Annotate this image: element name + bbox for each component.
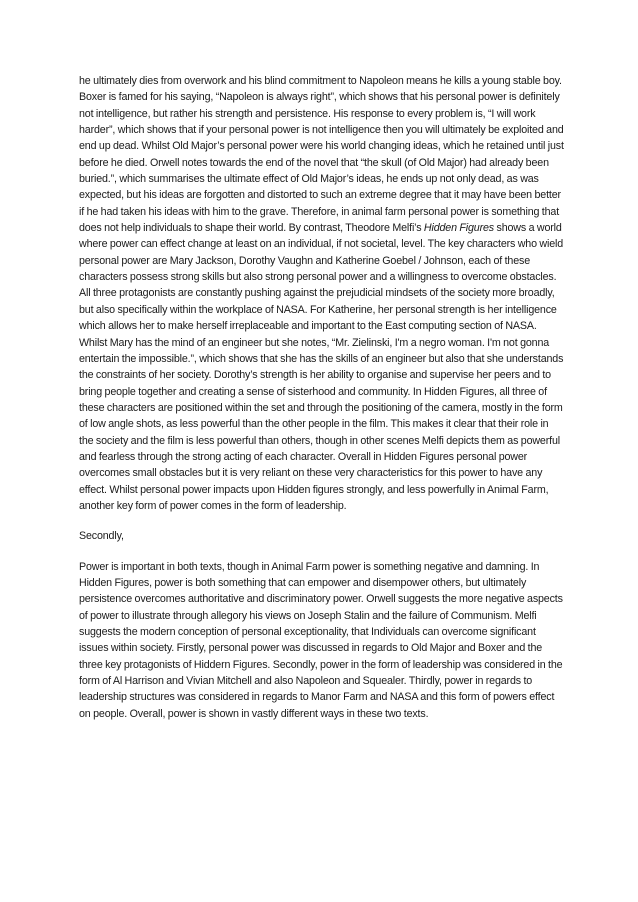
paragraph-conclusion: Power is important in both texts, though in Animal Farm power is something negative and damning. In Hidden Figures, power is both something that can empower and disempower others, but ultimately persistence overcomes authoritative and discriminatory power. Orwell suggests the more negative aspects of power to illustrate through allegory his views on Joseph Stalin and the failure of Communism. Melfi suggests the modern conception of personal exceptionality, that Individuals can overcome significant issues within society. Firstly, personal power was discussed in regards to Old Major and Boxer and the three key protagonists of Hiddern Figures. Secondly, power in the form of leadership was considered in the form of Al Harrison and Vivian Mitchell and also Napoleon and Squealer. Thirdly, power in regards to leadership structures was considered in regards to Manor Farm and NASA and this form of powers effect on people. Overall, power is shown in vastly different ways in these two texts. [79,560,563,720]
film-title-italic: Hidden Figures [423,222,494,235]
paragraph-text-continued: shows a world where power can effect change at least on an individual, if not societal, level. The key characters who wield personal power are Mary Jackson, Dorothy Vaughn and Katherine Goebel / Johnson, each of these characters possess strong skills but also strong personal power and a willingness to overcome obstacles. All three protagonists are constantly pushing against the prejudicial mindsets of the society more broadly, but also specifically within the workplace of NASA. For Katherine, her personal strength is her intelligence which allows her to make herself irreplaceable and important to the East computing section of NASA. Whilst Mary has the mind of an engineer but she notes, “Mr. Zielinski, I'm a negro woman. I'm not gonna entertain the impossible.”, which shows that she has the skills of an engineer but also that she understands the constraints of her society. Dorothy’s strength is her ability to organise and supervise her peers and to bring people together and creating a sense of sisterhood and community. In Hidden Figures, all three of these characters are positioned within the set and through the positioning of the camera, mostly in the form of low angle shots, as less powerful than the other people in the film. This makes it clear that their role in the society and the film is less powerful than others, though in other scenes Melfi depicts them as powerful and fearless through the strong acting of each character. Overall in Hidden Figures personal power overcomes small obstacles but it is very reliant on these very characteristics for this power to have any effect. Whilst personal power impacts upon Hidden figures strongly, and less powerfully in Animal Farm, another key form of power comes in the form of leadership. [79,222,564,512]
paragraph-secondly: Secondly, [79,530,124,543]
paragraph-personal-power [79,73,564,514]
essay-body [79,73,564,722]
paragraph-text: he ultimately dies from overwork and his blind commitment to Napoleon means he kills a young stable boy. Boxer is famed for his saying, “Napoleon is always right”, which shows that his personal power is definitely not intelligence, but rather his strength and persistence. His response to every problem is, “I will work harder”, which shows that if your personal power is not intelligence then you will ultimately be exploited and end up dead. Whilst Old Major’s personal power were his world changing ideas, which he retained until just before he died. Orwell notes towards the end of the novel that “the skull (of Old Major) had already been buried.”, which summarises the ultimate effect of Old Major’s ideas, he ends up not only dead, as was expected, but his ideas are forgotten and distorted to such an extreme degree that it may have been better if he had taken his ideas with him to the grave. Therefore, in animal farm personal power is something that does not help individuals to shape their world. By contrast, Theodore Melfi’s [79,75,564,235]
